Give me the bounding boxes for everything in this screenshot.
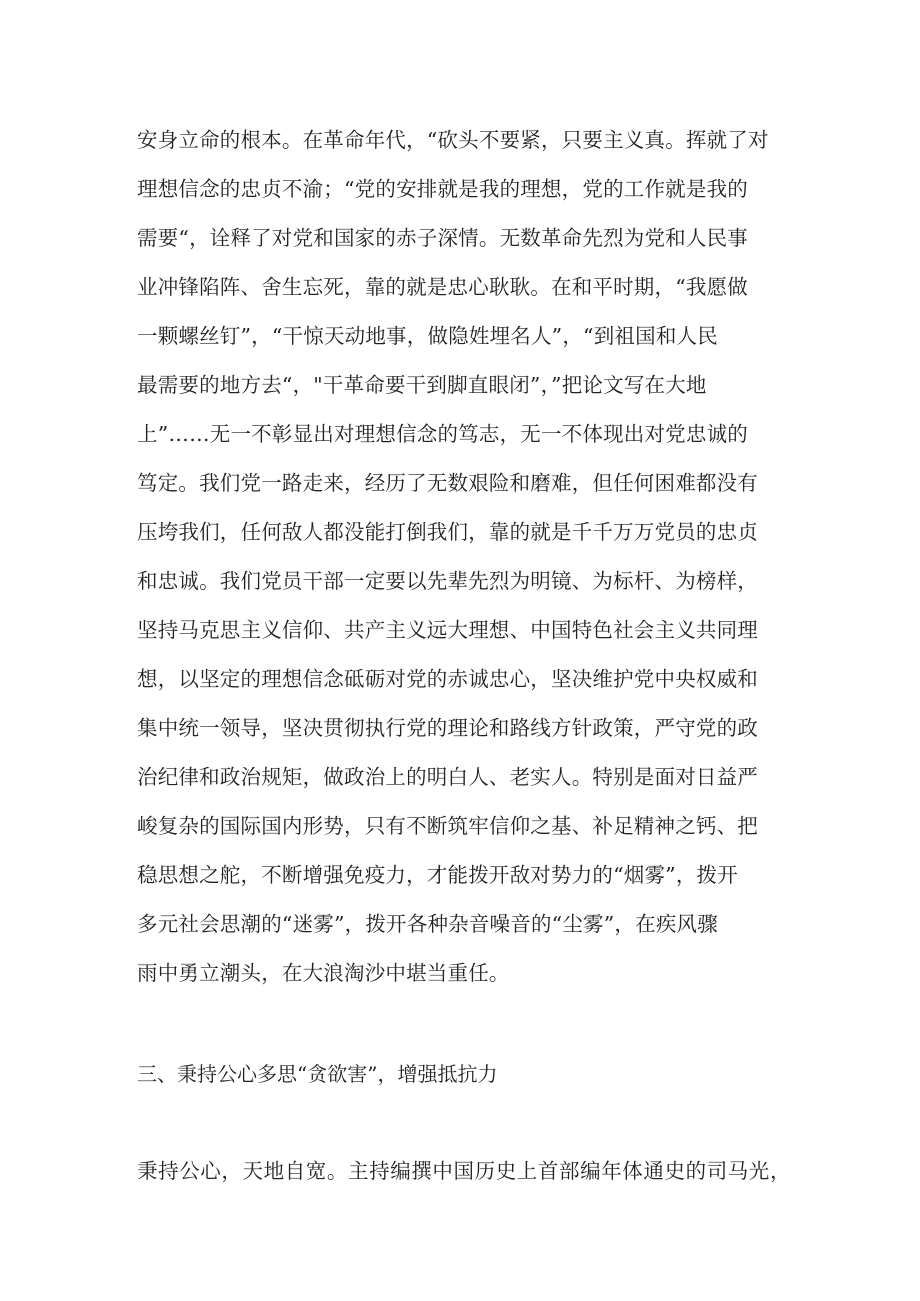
paragraph-line: 峻复杂的国际国内形势，只有不断筑牢信仰之基、补足精神之钙、把 [137,814,758,838]
paragraph-line: 坚持马克思主义信仰、共产主义远大理想、中国特色社会主义共同理 [137,618,758,642]
paragraph-line: 上”……无一不彰显出对理想信念的笃志，无一不体现出对党忠诚的 [137,422,748,446]
paragraph-line: 治纪律和政治规矩，做政治上的明白人、老实人。特别是面对日益严 [137,765,758,789]
paragraph-line: 稳思想之舵，不断增强免疫力，才能拨开敌对势力的“烟雾”，拨开 [137,863,738,887]
paragraph-line: 安身立命的根本。在革命年代，“砍头不要紧，只要主义真。挥就了对 [137,128,769,152]
paragraph-line: 需要“，诠释了对党和国家的赤子深情。无数革命先烈为党和人民事 [137,226,748,250]
paragraph-line: 笃定。我们党一路走来，经历了无数艰险和磨难，但任何困难都没有 [137,471,758,495]
paragraph-line: 一颗螺丝钉”，“干惊天动地事，做隐姓埋名人”，“到祖国和人民 [137,324,718,348]
section-heading: 三、秉持公心多思“贪欲害”，增强抵抗力 [137,1062,498,1086]
paragraph-line: 多元社会思潮的“迷雾”，拨开各种杂音噪音的“尘雾”，在疾风骤 [137,912,718,936]
paragraph-line: 和忠诚。我们党员干部一定要以先辈先烈为明镜、为标杆、为榜样， [137,569,758,593]
paragraph-line: 最需要的地方去“，"干革命要干到脚直眼闭”，”把论文写在大地 [137,373,707,397]
paragraph-line: 秉持公心，天地自宽。主持编撰中国历史上首部编年体通史的司马光， [137,1159,792,1183]
paragraph-line: 业冲锋陷阵、舍生忘死，靠的就是忠心耿耿。在和平时期，“我愿做 [137,275,748,299]
paragraph-line: 集中统一领导，坚决贯彻执行党的理论和路线方针政策，严守党的政 [137,716,758,740]
paragraph-line: 想，以坚定的理想信念砥砺对党的赤诚忠心，坚决维护党中央权威和 [137,667,758,691]
paragraph-line: 压垮我们，任何敌人都没能打倒我们，靠的就是千千万万党员的忠贞 [137,520,758,544]
paragraph-line: 理想信念的忠贞不渝；“党的安排就是我的理想，党的工作就是我的 [137,177,748,201]
paragraph-line: 雨中勇立潮头，在大浪淘沙中堪当重任。 [137,961,510,985]
